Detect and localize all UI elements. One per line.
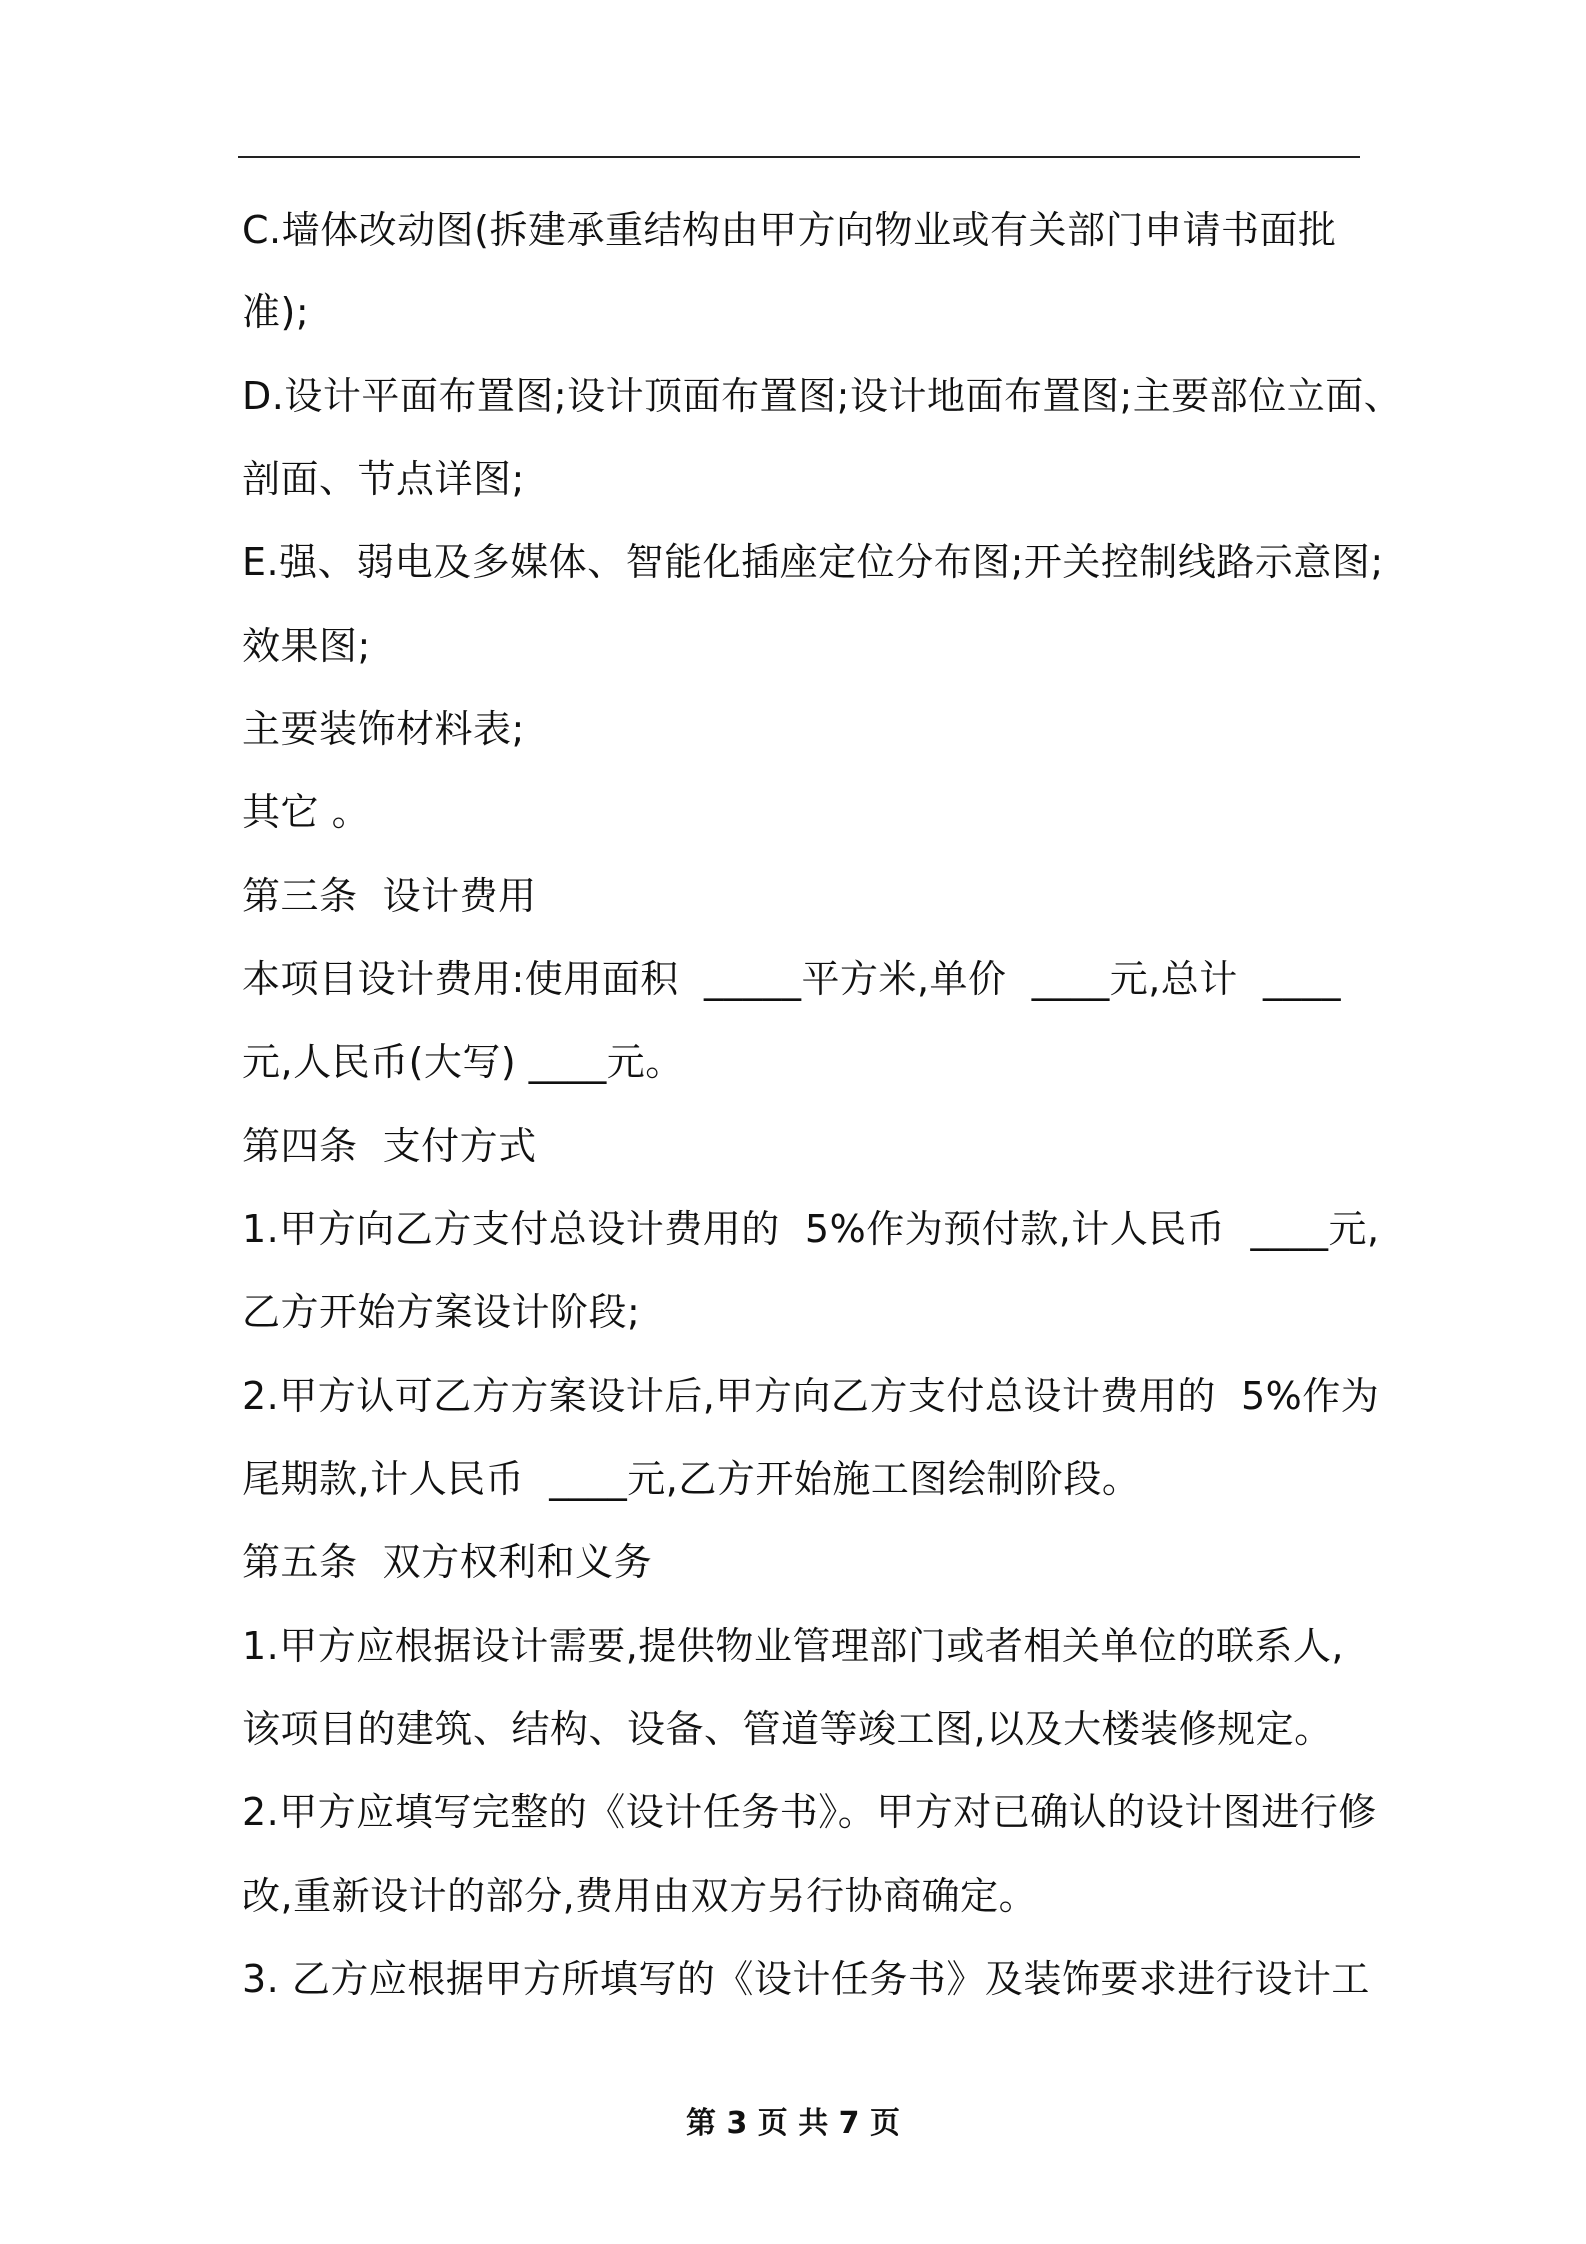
text-line-5: E.强、弱电及多媒体、智能化插座定位分布图;开关控制线路示意图; <box>242 540 1384 584</box>
text-line-8: 其它 。 <box>242 790 371 834</box>
text-line-7: 主要装饰材料表; <box>242 707 525 751</box>
text-line-6: 效果图; <box>242 624 371 668</box>
header-rule <box>238 156 1360 158</box>
text-line-14: 乙方开始方案设计阶段; <box>242 1290 641 1334</box>
text-line-11: 元,人民币(大写) ____元。 <box>242 1040 684 1084</box>
text-line-20: 2.甲方应填写完整的《设计任务书》。甲方对已确认的设计图进行修 <box>242 1790 1377 1834</box>
text-line-16: 尾期款,计人民币 ____元,乙方开始施工图绘制阶段。 <box>242 1457 1141 1501</box>
text-line-1: C.墙体改动图(拆建承重结构由甲方向物业或有关部门申请书面批 <box>242 208 1337 252</box>
page-footer: 第 3 页 共 7 页 <box>686 2106 900 2141</box>
text-line-2: 准); <box>242 290 310 334</box>
section-heading-3: 第三条 设计费用 <box>242 874 537 918</box>
text-line-18: 1.甲方应根据设计需要,提供物业管理部门或者相关单位的联系人, <box>242 1624 1344 1668</box>
text-line-22: 3. 乙方应根据甲方所填写的《设计任务书》及装饰要求进行设计工 <box>242 1957 1370 2001</box>
section-heading-4: 第四条 支付方式 <box>242 1124 537 1168</box>
text-line-3: D.设计平面布置图;设计顶面布置图;设计地面布置图;主要部位立面、 <box>242 374 1403 418</box>
text-line-21: 改,重新设计的部分,费用由双方另行协商确定。 <box>242 1874 1038 1918</box>
text-line-13: 1.甲方向乙方支付总设计费用的 5%作为预付款,计人民币 ____元, <box>242 1207 1380 1251</box>
text-line-19: 该项目的建筑、结构、设备、管道等竣工图,以及大楼装修规定。 <box>242 1707 1333 1751</box>
text-line-4: 剖面、节点详图; <box>242 457 525 501</box>
text-line-10: 本项目设计费用:使用面积 _____平方米,单价 ____元,总计 ____ <box>242 957 1341 1001</box>
section-heading-5: 第五条 双方权利和义务 <box>242 1540 653 1584</box>
text-line-15: 2.甲方认可乙方方案设计后,甲方向乙方支付总设计费用的 5%作为 <box>242 1374 1380 1418</box>
